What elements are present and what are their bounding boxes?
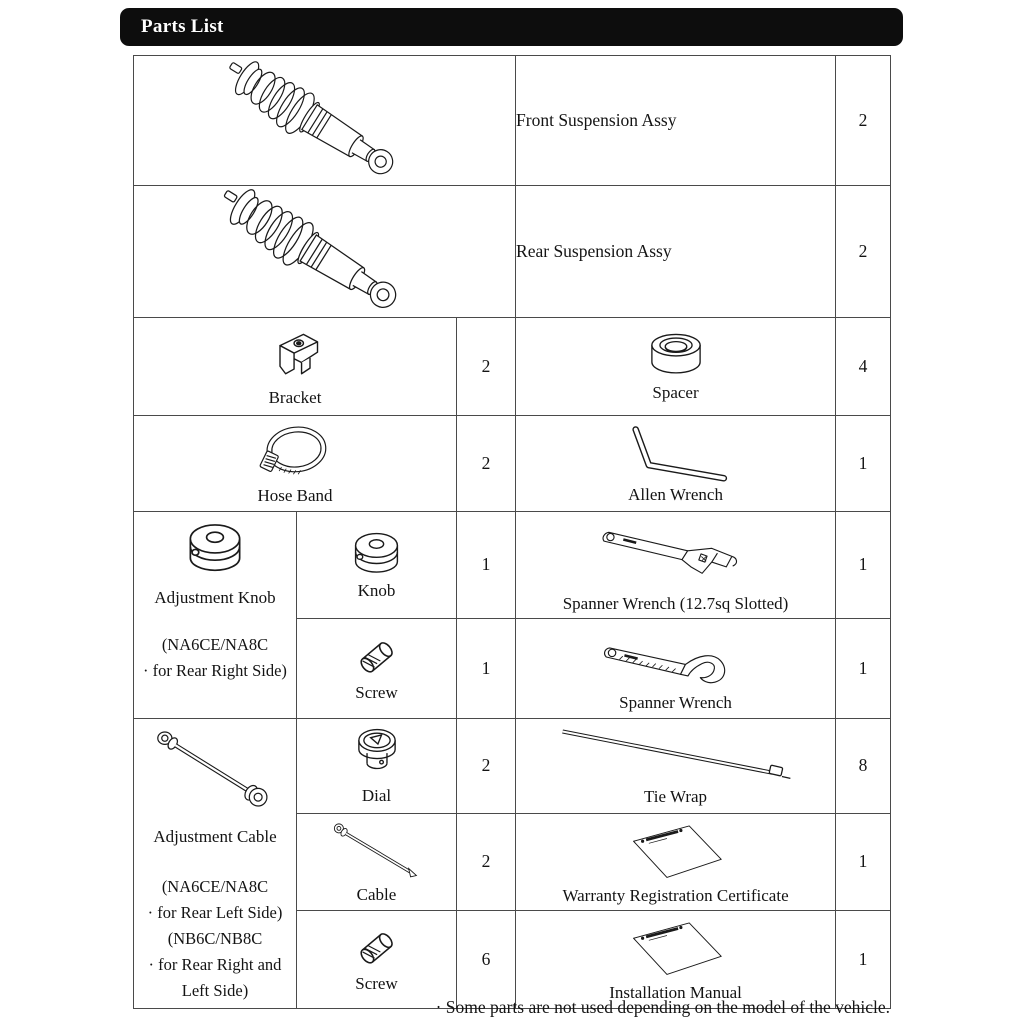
screw-icon — [354, 925, 400, 971]
group-note-line: · for Rear Left Side) — [147, 902, 283, 922]
group-note-line: · for Rear Right and — [148, 954, 282, 974]
knob-icon — [348, 530, 405, 578]
part-label: Allen Wrench — [628, 485, 723, 504]
part-qty: 1 — [858, 554, 868, 575]
group-note-line: (NB6C/NB8C — [167, 928, 263, 948]
knob-qty-cell — [457, 511, 516, 619]
part-label: Screw — [355, 974, 398, 994]
cable-cell — [297, 813, 457, 911]
bracket-qty-cell — [457, 318, 516, 416]
front-suspension-label-cell — [516, 56, 836, 186]
bracket-cell — [134, 318, 457, 416]
spanner-wrench-icon — [590, 624, 762, 690]
adjustment-knob-group-cell — [134, 511, 297, 718]
part-qty: 2 — [481, 851, 491, 872]
part-label: Installation Manual — [609, 983, 742, 1003]
part-label: Spanner Wrench — [619, 693, 732, 713]
front-suspension-image-cell — [134, 56, 516, 186]
spanner-wrench-slotted-cell — [516, 511, 836, 619]
warranty-certificate-cell — [516, 813, 836, 911]
part-qty: 1 — [858, 657, 868, 678]
part-qty: 2 — [481, 452, 491, 473]
table-row — [134, 718, 891, 813]
screw-icon — [354, 634, 400, 680]
table-row — [134, 56, 891, 186]
section-header-bar — [120, 8, 903, 46]
part-qty: 2 — [858, 241, 868, 261]
part-qty: 2 — [481, 356, 491, 376]
allen-wrench-cell — [516, 416, 836, 512]
part-qty: 1 — [481, 554, 491, 575]
hose-band-cell — [134, 416, 457, 512]
tie-wrap-qty-cell — [836, 718, 891, 813]
part-label: Front Suspension Assy — [516, 110, 677, 130]
dial-cell — [297, 718, 457, 813]
part-qty: 1 — [481, 657, 491, 678]
spanner-wrench-cell — [516, 619, 836, 719]
rear-suspension-label-cell — [516, 186, 836, 318]
group-label: Adjustment Knob — [154, 587, 276, 607]
rear-suspension-qty-cell — [836, 186, 891, 318]
part-label: Screw — [355, 683, 398, 703]
spanner-wrench-slotted-qty-cell — [836, 511, 891, 619]
part-label: Spanner Wrench (12.7sq Slotted) — [562, 593, 789, 613]
hose-band-qty-cell — [457, 416, 516, 512]
installation-manual-qty-cell — [836, 911, 891, 1009]
rear-suspension-assy-icon — [212, 189, 437, 315]
allen-wrench-icon — [615, 422, 737, 482]
knob-cell — [297, 511, 457, 619]
adjustment-cable-group-cell — [134, 718, 297, 1008]
knob-screw-qty-cell — [457, 619, 516, 719]
tie-wrap-cell — [516, 718, 836, 813]
spacer-qty-cell — [836, 318, 891, 416]
table-row — [134, 318, 891, 416]
allen-wrench-qty-cell — [836, 416, 891, 512]
bracket-icon — [259, 325, 331, 385]
table-row — [134, 511, 891, 619]
part-label: Dial — [361, 786, 392, 806]
part-qty: 1 — [858, 452, 868, 473]
part-label: Warranty Registration Certificate — [562, 885, 789, 905]
part-qty: 4 — [858, 356, 868, 376]
group-note-line: Left Side) — [181, 980, 249, 1000]
front-suspension-assy-icon — [218, 61, 432, 181]
document-sheet-icon — [605, 819, 747, 883]
table-row — [134, 416, 891, 512]
part-label: Rear Suspension Assy — [516, 241, 672, 261]
group-note-line: (NA6CE/NA8C — [161, 634, 269, 654]
hose-band-icon — [249, 421, 341, 483]
tie-wrap-icon — [548, 724, 804, 784]
knob-screw-cell — [297, 619, 457, 719]
footnote: · Some parts are not used depending on the model of the vehicle. — [435, 997, 890, 1017]
page-title: Parts List — [141, 16, 224, 37]
part-qty: 8 — [858, 755, 868, 776]
adjustment-cable-icon — [147, 725, 283, 813]
cable-screw-qty-cell — [457, 911, 516, 1009]
cable-screw-cell — [297, 911, 457, 1009]
part-label: Spacer — [652, 383, 699, 403]
spanner-wrench-slotted-icon — [587, 517, 765, 591]
part-label: Cable — [356, 884, 397, 904]
installation-manual-cell — [516, 911, 836, 1009]
spacer-cell — [516, 318, 836, 416]
parts-table — [133, 55, 891, 1009]
part-qty: 6 — [481, 948, 491, 969]
dial-icon — [351, 725, 403, 783]
part-qty: 1 — [858, 851, 868, 872]
cable-icon — [318, 820, 436, 882]
part-qty: 2 — [858, 110, 868, 130]
spacer-icon — [645, 330, 707, 380]
group-label: Adjustment Cable — [153, 826, 277, 846]
document-sheet-icon — [605, 916, 747, 980]
group-note-line: · for Rear Right Side) — [143, 660, 287, 680]
rear-suspension-image-cell — [134, 186, 516, 318]
group-note-line: (NA6CE/NA8C — [161, 876, 269, 896]
warranty-certificate-qty-cell — [836, 813, 891, 911]
part-qty: 1 — [858, 948, 868, 969]
cable-qty-cell — [457, 813, 516, 911]
dial-qty-cell — [457, 718, 516, 813]
table-row — [134, 186, 891, 318]
part-qty: 2 — [481, 755, 491, 776]
part-label: Bracket — [268, 388, 322, 408]
part-label: Knob — [357, 580, 396, 600]
front-suspension-qty-cell — [836, 56, 891, 186]
part-label: Tie Wrap — [643, 787, 708, 807]
part-label: Hose Band — [257, 486, 333, 505]
spanner-wrench-qty-cell — [836, 619, 891, 719]
adjustment-knob-icon — [181, 521, 249, 577]
